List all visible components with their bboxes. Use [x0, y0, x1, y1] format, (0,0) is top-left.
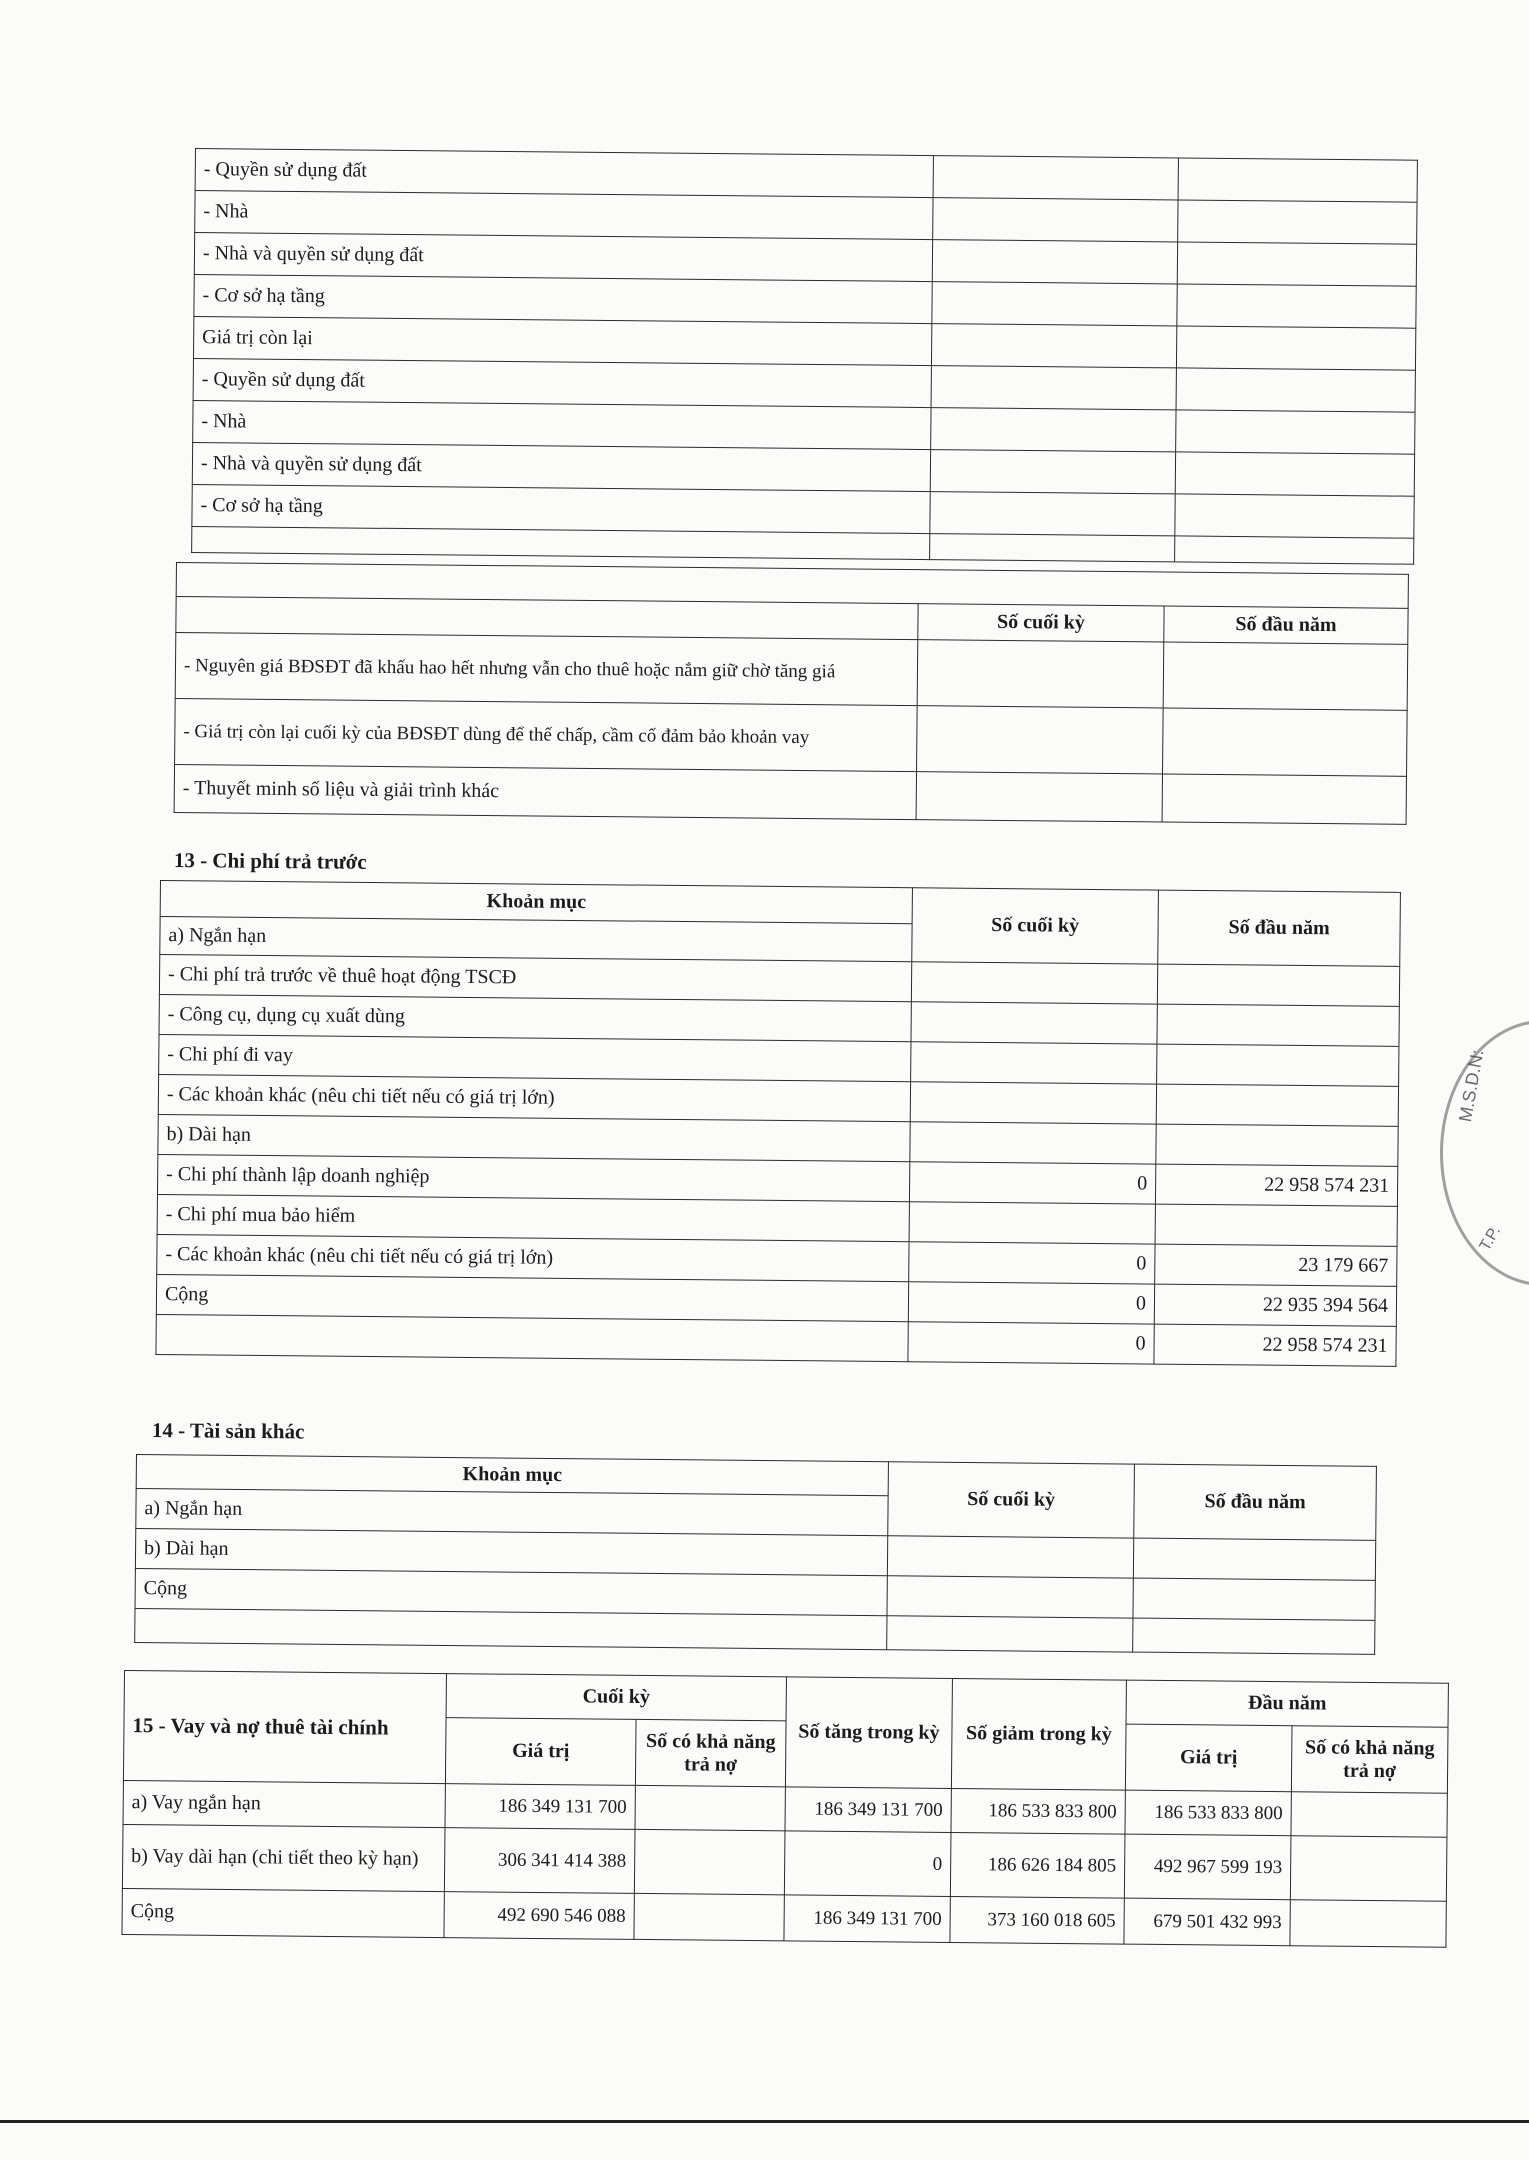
- row-label: - Giá trị còn lại cuối kỳ của BĐSĐT dùng để thế chấp, cầm cố đảm bảo khoản vay: [175, 698, 918, 771]
- row-label: - Chi phí thành lập doanh nghiệp: [157, 1154, 909, 1201]
- end-value: 0: [908, 1322, 1154, 1364]
- table-row: [175, 633, 1408, 711]
- increase-value: 0: [784, 1831, 951, 1897]
- end-value: [909, 1202, 1155, 1244]
- row-label: - Chi phí trả trước về thuê hoạt động TSCĐ: [159, 955, 911, 1002]
- row-label: - Các khoản khác (nêu chi tiết nếu có giá trị lớn): [157, 1234, 909, 1281]
- decrease-value: 186 626 184 805: [950, 1832, 1125, 1898]
- row-label: - Nhà: [193, 400, 931, 449]
- column-header: Số đầu năm: [1158, 890, 1401, 966]
- investment-property-table: [191, 148, 1418, 565]
- start-value: [1157, 964, 1399, 1006]
- row-label: - Nguyên giá BĐSĐT đã khấu hao hết nhưng vẫn cho thuê hoặc nắm giữ chờ tăng giá: [175, 633, 918, 706]
- row-label: - Cơ sở hạ tầng: [194, 274, 932, 323]
- column-header: Số đầu năm: [1164, 606, 1408, 644]
- row-label: Giá trị còn lại: [193, 316, 931, 365]
- row-label: - Chi phí đi vay: [159, 1034, 911, 1081]
- end-value: 0: [909, 1162, 1155, 1204]
- row-label: - Cơ sở hạ tầng: [192, 484, 930, 533]
- section-14-title: 14 - Tài sản khác: [151, 1418, 305, 1444]
- other-assets-table: [134, 1454, 1377, 1655]
- start-value: 22 958 574 231: [1154, 1324, 1396, 1366]
- column-group-header: Đầu năm: [1126, 1680, 1448, 1727]
- end-value: 186 349 131 700: [445, 1784, 635, 1830]
- start-value: [1157, 1004, 1399, 1046]
- start-value: [1156, 1084, 1398, 1126]
- start-payable: [1290, 1836, 1447, 1901]
- prepaid-expenses-table: [155, 880, 1401, 1367]
- column-header: Khoản mục: [136, 1455, 888, 1496]
- start-value: [1156, 1124, 1398, 1166]
- increase-value: 186 349 131 700: [784, 1895, 950, 1943]
- end-value: 0: [909, 1242, 1155, 1284]
- row-label: - Công cụ, dụng cụ xuất dùng: [159, 994, 911, 1041]
- column-header: Khoản mục: [160, 881, 912, 924]
- column-header: Số giảm trong kỳ: [951, 1678, 1126, 1790]
- end-payable: [634, 1893, 784, 1940]
- column-header: Số cuối kỳ: [918, 604, 1164, 642]
- row-label: - Chi phí mua bảo hiểm: [157, 1194, 909, 1241]
- start-value: 492 967 599 193: [1124, 1834, 1291, 1900]
- row-label: - Quyền sử dụng đất: [193, 358, 931, 407]
- end-value: [911, 1002, 1157, 1044]
- column-header: Giá trị: [445, 1718, 636, 1786]
- loans-table: [121, 1670, 1448, 1948]
- table-row: [175, 698, 1408, 776]
- row-label: a) Ngắn hạn: [160, 917, 912, 962]
- column-group-header: Cuối kỳ: [446, 1674, 786, 1721]
- decrease-value: 373 160 018 605: [950, 1896, 1124, 1944]
- stamp-text: M.S.D.N:: [1455, 1048, 1488, 1124]
- end-value: 306 341 414 388: [444, 1828, 635, 1894]
- end-value: 492 690 546 088: [444, 1892, 634, 1940]
- decrease-value: 186 533 833 800: [951, 1788, 1125, 1834]
- section-13-title: 13 - Chi phí trả trước: [173, 848, 367, 874]
- row-label: Cộng: [122, 1888, 444, 1937]
- start-payable: [1291, 1792, 1447, 1837]
- row-label: Cộng: [135, 1568, 887, 1615]
- row-label: b) Vay dài hạn (chi tiết theo kỳ hạn): [122, 1824, 445, 1891]
- start-value: 22 958 574 231: [1155, 1164, 1397, 1206]
- start-value: 679 501 432 993: [1124, 1898, 1290, 1946]
- end-value: [910, 1082, 1156, 1124]
- row-label: a) Ngắn hạn: [136, 1489, 888, 1536]
- start-value: 22 935 394 564: [1154, 1284, 1396, 1326]
- column-header: Số đầu năm: [1134, 1464, 1377, 1540]
- end-payable: [635, 1785, 785, 1830]
- header-row: [124, 1671, 1448, 1728]
- row-label: Cộng: [156, 1274, 908, 1321]
- row-label: - Quyền sử dụng đất: [195, 149, 933, 198]
- end-value: [911, 1042, 1157, 1084]
- section-15-title: 15 - Vay và nợ thuê tài chính: [123, 1671, 446, 1784]
- row-label: - Nhà và quyền sử dụng đất: [194, 233, 932, 282]
- start-value: [1157, 1044, 1399, 1086]
- row-label: - Nhà: [195, 191, 933, 240]
- row-label: a) Vay ngắn hạn: [123, 1780, 445, 1827]
- column-header: Số có khả năng trả nợ: [635, 1719, 786, 1786]
- row-label: - Các khoản khác (nêu chi tiết nếu có giá trị lớn): [158, 1074, 910, 1121]
- page-bottom-edge: [0, 2120, 1529, 2123]
- column-header: Số cuối kỳ: [912, 888, 1159, 964]
- row-label: - Thuyết minh số liệu và giải trình khác: [174, 764, 916, 819]
- increase-value: 186 349 131 700: [785, 1787, 951, 1833]
- start-value: 23 179 667: [1155, 1244, 1397, 1286]
- start-payable: [1290, 1900, 1446, 1947]
- row-label: - Nhà và quyền sử dụng đất: [192, 442, 930, 491]
- row-label: [156, 1314, 908, 1361]
- row-label: b) Dài hạn: [158, 1114, 910, 1161]
- column-header: Giá trị: [1125, 1724, 1292, 1792]
- end-value: [910, 1122, 1156, 1164]
- end-payable: [634, 1829, 785, 1894]
- column-header: Số tăng trong kỳ: [785, 1677, 952, 1789]
- start-value: 186 533 833 800: [1125, 1790, 1291, 1836]
- bdsdt-table: [174, 562, 1409, 825]
- row-label: b) Dài hạn: [135, 1529, 887, 1576]
- end-value: [911, 962, 1157, 1004]
- column-header: Số có khả năng trả nợ: [1291, 1726, 1448, 1793]
- end-value: 0: [908, 1282, 1154, 1324]
- stamp-text: T.P.: [1476, 1223, 1505, 1255]
- column-header: Số cuối kỳ: [888, 1462, 1135, 1538]
- start-value: [1155, 1204, 1397, 1246]
